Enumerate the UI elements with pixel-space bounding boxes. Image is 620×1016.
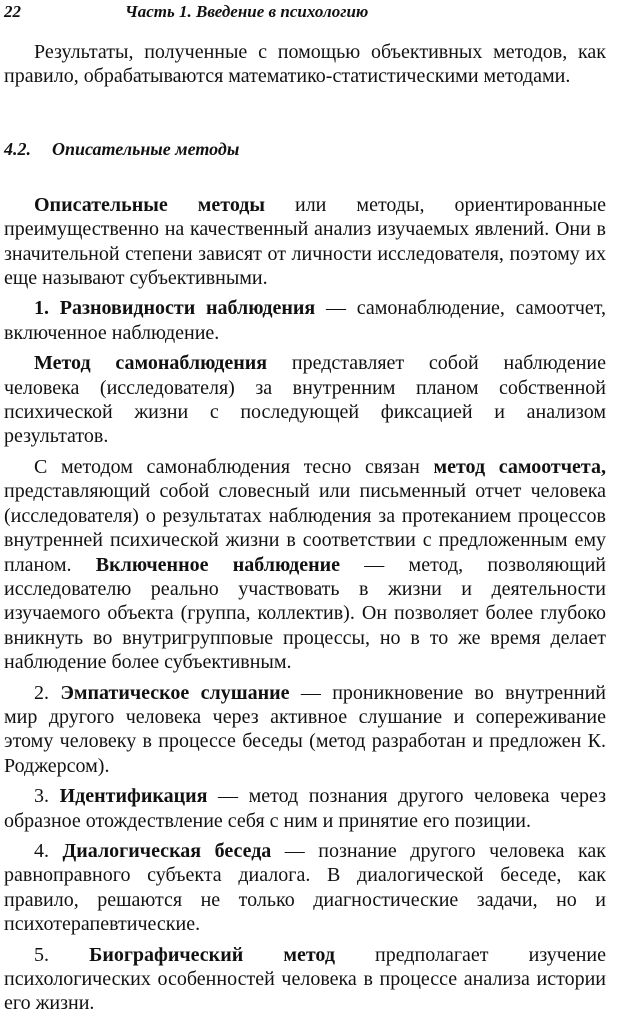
term-biographical-method: Биографический метод: [89, 943, 335, 966]
item-number: 5.: [34, 943, 90, 966]
term-observation-types: Разновидности наблюдения: [59, 297, 316, 320]
term-self-report: метод самоотчета,: [433, 455, 606, 478]
paragraph-observation-types: [4, 296, 606, 345]
paragraph-self-observation: [4, 351, 606, 449]
term-participant-observation: Включенное наблюдение: [95, 553, 341, 576]
paragraph-text: — метод, позволяющий исследователю реально участвовать в жизни и деятельности изучаемого объекта (группа, коллектив). Он позволяет более глубоко вникнуть во внутригрупповые процессы, но в то же время делает наблюдение более субъективным.: [4, 553, 606, 674]
running-header: [4, 0, 616, 24]
paragraph-text: представляющий собой словесный или письменный отчет человека (исследователя) о результатах наблюдения за протеканием процессов внутренней психической жизни в соответствии с предложенным ему планом.: [4, 480, 606, 576]
intro-paragraph: Результаты, полученные с помощью объективных методов, как правило, обрабатываются математико-статистическими методами.: [4, 41, 606, 88]
section-title: Описательные методы: [52, 138, 240, 159]
term-self-observation: Метод самонаблюдения: [34, 352, 268, 375]
paragraph-text: — проникновение во внутренний мир другого человека через активное слушание и сопереживание этому человеку в процессе беседы (метод разработан и предложен К. Роджерсом).: [4, 681, 606, 777]
paragraph-text: С методом самонаблюдения тесно связан: [34, 455, 434, 478]
paragraph-text: — познание другого человека как равноправного субъекта диалога. В диалогической беседе, как правило, решаются не только диагностические задачи, но и психотерапевтические.: [4, 839, 606, 936]
paragraph-descriptive-methods: [4, 193, 606, 291]
paragraph-text: представляет собой наблюдение человека (исследователя) за внутренним планом собственной психической жизни с последующей фиксацией и анализом результатов.: [4, 352, 606, 448]
paragraph-self-report: [4, 455, 606, 675]
section-number: 4.2.: [4, 138, 31, 159]
item-number: 3.: [34, 785, 60, 808]
paragraph-dialogic-conversation: [4, 839, 606, 937]
paragraph-text: — самонаблюдение, самоотчет, включенное наблюдение.: [4, 297, 606, 344]
paragraph-biographical-method: [4, 943, 606, 1016]
running-title: Часть 1. Введение в психологию: [125, 2, 369, 21]
term-descriptive-methods: Описательные методы: [34, 193, 265, 216]
paragraph-empathic-listening: [4, 681, 606, 779]
paragraph-identification: [4, 784, 606, 833]
term-empathic-listening: Эмпатическое слушание: [60, 681, 290, 704]
section-heading: [4, 137, 606, 161]
item-number: 2.: [34, 681, 61, 704]
page-body: [4, 40, 606, 1016]
paragraph-text: предполагает изучение психологических особенностей человека в процессе анализа истории его жизни.: [4, 943, 607, 1015]
paragraph-text: — метод познания другого человека через образное отождествление себя с ним и принятие его позиции.: [4, 785, 606, 832]
paragraph-text: или методы, ориентированные преимущественно на качественный анализ изучаемых явлений. Они в значительной степени зависят от личности исследователя, поэтому их еще называют субъективными.: [4, 193, 606, 290]
page-number: 22: [4, 2, 21, 21]
item-number: 4.: [34, 839, 63, 862]
item-number: 1.: [34, 297, 60, 320]
term-identification: Идентификация: [59, 785, 208, 808]
term-dialogic-conversation: Диалогическая беседа: [62, 839, 272, 862]
